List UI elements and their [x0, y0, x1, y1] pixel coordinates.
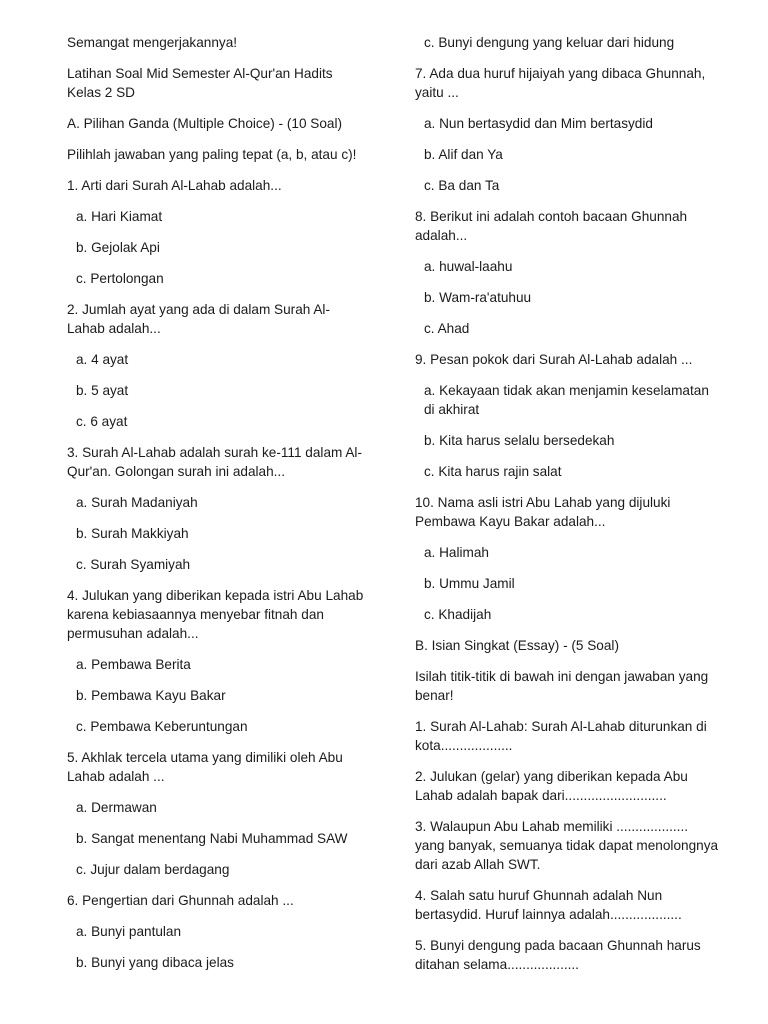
question-1-option-b: b. Gejolak Api: [76, 240, 160, 255]
question-9-option-c: c. Kita harus rajin salat: [424, 464, 562, 479]
left-column: [67, 33, 367, 972]
question-2-option-a: a. 4 ayat: [76, 352, 129, 367]
question-6-option-a: a. Bunyi pantulan: [76, 924, 182, 939]
question-1-option-c: c. Pertolongan: [76, 271, 164, 286]
essay-question-3: 3. Walaupun Abu Lahab memiliki ................... yang banyak, semuanya tidak dapat menolongnya dari azab Allah SWT.: [415, 819, 719, 872]
question-5-option-a: a. Dermawan: [76, 800, 157, 815]
greeting-text: Semangat mengerjakannya!: [67, 35, 238, 50]
question-4-option-c: c. Pembawa Keberuntungan: [76, 719, 248, 734]
question-5: 5. Akhlak tercela utama yang dimiliki oleh Abu Lahab adalah ...: [67, 750, 343, 784]
question-6-option-b: b. Bunyi yang dibaca jelas: [76, 955, 234, 970]
question-5-option-b: b. Sangat menentang Nabi Muhammad SAW: [76, 831, 348, 846]
question-6-option-c: c. Bunyi dengung yang keluar dari hidung: [424, 35, 675, 50]
question-2: 2. Jumlah ayat yang ada di dalam Surah Al-Lahab adalah...: [67, 302, 330, 336]
document-title: Latihan Soal Mid Semester Al-Qur'an Hadits Kelas 2 SD: [67, 66, 333, 100]
question-5-option-c: c. Jujur dalam berdagang: [76, 862, 230, 877]
question-8-option-c: c. Ahad: [424, 321, 470, 336]
question-3-option-b: b. Surah Makkiyah: [76, 526, 189, 541]
essay-question-2: 2. Julukan (gelar) yang diberikan kepada Abu Lahab adalah bapak dari...........................: [415, 769, 688, 803]
question-2-option-c: c. 6 ayat: [76, 414, 128, 429]
question-4: 4. Julukan yang diberikan kepada istri Abu Lahab karena kebiasaannya menyebar fitnah dan permusuhan adalah...: [67, 588, 364, 641]
question-9: 9. Pesan pokok dari Surah Al-Lahab adalah ...: [415, 352, 693, 367]
question-1-option-a: a. Hari Kiamat: [76, 209, 163, 224]
essay-question-1: 1. Surah Al-Lahab: Surah Al-Lahab diturunkan di kota...................: [415, 719, 707, 753]
question-10: 10. Nama asli istri Abu Lahab yang dijuluki Pembawa Kayu Bakar adalah...: [415, 495, 671, 529]
question-3: 3. Surah Al-Lahab adalah surah ke-111 dalam Al-Qur'an. Golongan surah ini adalah...: [67, 445, 362, 479]
question-2-option-b: b. 5 ayat: [76, 383, 129, 398]
question-9-option-b: b. Kita harus selalu bersedekah: [424, 433, 615, 448]
question-7-option-b: b. Alif dan Ya: [424, 147, 503, 162]
essay-question-5: 5. Bunyi dengung pada bacaan Ghunnah harus ditahan selama...................: [415, 938, 701, 972]
question-10-option-c: c. Khadijah: [424, 607, 492, 622]
right-column: [415, 33, 720, 974]
question-7-option-c: c. Ba dan Ta: [424, 178, 500, 193]
question-8-option-a: a. huwal-laahu: [424, 259, 513, 274]
question-7-option-a: a. Nun bertasydid dan Mim bertasydid: [424, 116, 653, 131]
question-4-option-a: a. Pembawa Berita: [76, 657, 191, 672]
question-10-option-b: b. Ummu Jamil: [424, 576, 515, 591]
essay-question-4: 4. Salah satu huruf Ghunnah adalah Nun bertasydid. Huruf lainnya adalah...................: [415, 888, 682, 922]
section-a-instruction: Pilihlah jawaban yang paling tepat (a, b, atau c)!: [67, 147, 357, 162]
question-4-option-b: b. Pembawa Kayu Bakar: [76, 688, 226, 703]
question-3-option-c: c. Surah Syamiyah: [76, 557, 191, 572]
question-9-option-a: a. Kekayaan tidak akan menjamin keselamatan di akhirat: [424, 383, 709, 417]
question-1: 1. Arti dari Surah Al-Lahab adalah...: [67, 178, 282, 193]
question-6: 6. Pengertian dari Ghunnah adalah ...: [67, 893, 294, 908]
section-a-heading: A. Pilihan Ganda (Multiple Choice) - (10 Soal): [67, 116, 343, 131]
section-b-instruction: Isilah titik-titik di bawah ini dengan jawaban yang benar!: [415, 669, 709, 703]
question-10-option-a: a. Halimah: [424, 545, 489, 560]
section-b-heading: B. Isian Singkat (Essay) - (5 Soal): [415, 638, 619, 653]
question-7: 7. Ada dua huruf hijaiyah yang dibaca Ghunnah, yaitu ...: [415, 66, 706, 100]
question-8: 8. Berikut ini adalah contoh bacaan Ghunnah adalah...: [415, 209, 688, 243]
question-3-option-a: a. Surah Madaniyah: [76, 495, 198, 510]
question-8-option-b: b. Wam-ra'atuhuu: [424, 290, 532, 305]
